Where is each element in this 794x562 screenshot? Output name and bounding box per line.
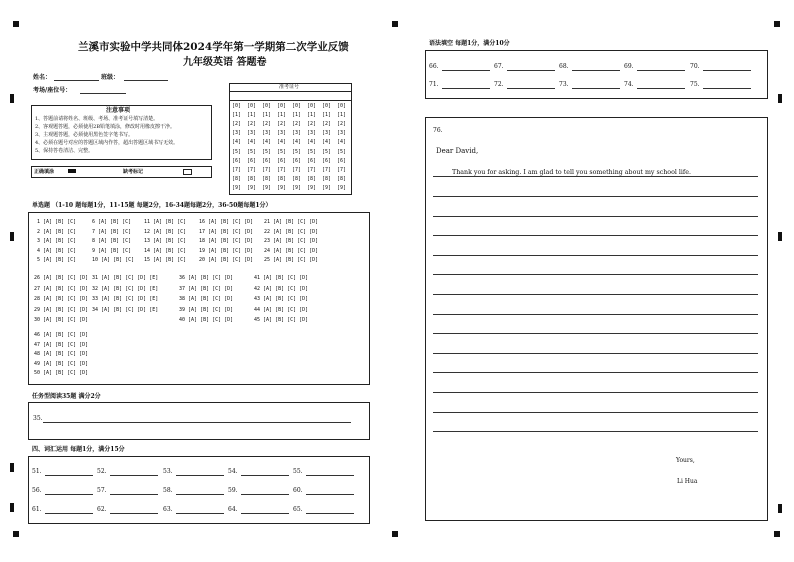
exam-id-bubble[interactable]: [6] — [337, 157, 347, 164]
choice-question[interactable]: 32 [A] [B] [C] [D] [E] — [92, 285, 159, 292]
exam-id-bubble[interactable]: [4] — [232, 139, 242, 146]
cloze-number: 72. — [494, 81, 504, 88]
name-label: 姓名： — [33, 74, 52, 81]
registration-mark — [13, 21, 19, 27]
cloze-answer-line[interactable] — [703, 88, 751, 89]
q35-number: 35. — [33, 415, 43, 422]
exam-id-bubble[interactable]: [8] — [322, 175, 332, 182]
choice-question[interactable]: 28 [A] [B] [C] [D] — [34, 296, 89, 302]
exam-id-bubble[interactable]: [3] — [292, 130, 302, 137]
vocab-number: 57. — [97, 487, 107, 494]
exam-id-bubble[interactable]: [5] — [247, 148, 257, 155]
vocab-answer-line[interactable] — [306, 475, 354, 476]
choice-question[interactable]: 6 [A] [B] [C] — [92, 219, 132, 225]
exam-id-bubble[interactable]: [1] — [262, 112, 272, 119]
vocab-answer-line[interactable] — [110, 475, 158, 476]
exam-id-bubble[interactable]: [0] — [337, 103, 347, 109]
exam-id-bubble[interactable]: [3] — [322, 130, 332, 137]
cloze-answer-line[interactable] — [572, 88, 620, 89]
timing-mark — [778, 504, 782, 513]
exam-id-bubble[interactable]: [7] — [232, 166, 242, 173]
name-field[interactable] — [54, 80, 99, 81]
single-choice-title: 单选题 （1-10 题每题1分，11-15题 每题2分，16-34题每题2分，36-50题每题1分） — [32, 202, 272, 209]
registration-mark — [392, 21, 398, 27]
exam-id-bubble[interactable]: [3] — [307, 130, 317, 137]
task-reading-title: 任务型阅读35题 满分2分 — [32, 393, 101, 400]
choice-question[interactable]: 47 [A] [B] [C] [D] — [34, 341, 89, 348]
exam-id-bubble[interactable]: [4] — [337, 139, 347, 146]
exam-id-bubble[interactable]: [7] — [337, 166, 347, 173]
exam-id-bubble[interactable]: [9] — [277, 184, 287, 191]
exam-id-bubble[interactable]: [6] — [292, 157, 302, 164]
page-subtitle: 九年级英语 答题卷 — [183, 57, 267, 68]
cloze-answer-line[interactable] — [572, 70, 620, 71]
choice-question[interactable]: 44 [A] [B] [C] [D] — [254, 306, 309, 313]
writing-line[interactable] — [433, 314, 758, 315]
writing-line[interactable] — [433, 431, 758, 432]
vocab-answer-line[interactable] — [110, 513, 158, 514]
exam-id-bubble[interactable]: [3] — [232, 130, 242, 137]
choice-question[interactable]: 7 [A] [B] [C] — [92, 228, 132, 235]
exam-id-bubble[interactable]: [4] — [262, 139, 272, 146]
vocab-number: 53. — [163, 468, 173, 475]
writing-line[interactable] — [433, 294, 758, 295]
choice-question[interactable]: 12 [A] [B] [C] — [144, 228, 187, 235]
fill-missing-label: 缺考标记 — [123, 169, 144, 175]
exam-id-bubble[interactable]: [0] — [262, 103, 272, 109]
choice-question[interactable]: 5 [A] [B] [C] — [37, 257, 77, 263]
seat-label: 考场/座位号： — [33, 87, 72, 94]
exam-id-bubble[interactable]: [2] — [292, 121, 302, 128]
cloze-answer-line[interactable] — [442, 70, 490, 71]
filled-bubble-sample — [68, 169, 76, 173]
fill-correct-label: 正确填涂 — [34, 169, 55, 175]
q35-answer-line[interactable] — [43, 422, 351, 423]
cloze-number: 70. — [690, 63, 700, 70]
exam-id-bubble[interactable]: [9] — [307, 184, 317, 191]
exam-id-bubble[interactable]: [7] — [322, 166, 332, 173]
vocab-answer-line[interactable] — [45, 494, 93, 495]
exam-id-bubble[interactable]: [8] — [307, 175, 317, 182]
exam-id-bubble[interactable]: [0] — [247, 103, 257, 109]
exam-id-bubble[interactable]: [0] — [322, 103, 332, 109]
choice-question[interactable]: 46 [A] [B] [C] [D] — [34, 332, 89, 338]
choice-question[interactable]: 29 [A] [B] [C] [D] — [34, 306, 89, 313]
notice-item: 3、主观题答题，必须使用黑色签字笔书写。 — [35, 132, 134, 138]
exam-id-bubble[interactable]: [8] — [232, 175, 242, 182]
exam-id-bubble[interactable]: [1] — [232, 112, 242, 119]
vocab-answer-line[interactable] — [45, 475, 93, 476]
timing-mark — [778, 94, 782, 103]
choice-question[interactable]: 9 [A] [B] [C] — [92, 247, 132, 254]
exam-id-bubble[interactable]: [8] — [262, 175, 272, 182]
vocab-number: 55. — [293, 468, 303, 475]
exam-id-bubble[interactable]: [2] — [232, 121, 242, 128]
writing-line[interactable] — [433, 235, 758, 236]
writing-line[interactable] — [433, 274, 758, 275]
choice-question[interactable]: 40 [A] [B] [C] [D] — [179, 317, 234, 323]
choice-question[interactable]: 3 [A] [B] [C] — [37, 238, 77, 244]
writing-line[interactable] — [433, 333, 758, 334]
exam-id-bubble[interactable]: [5] — [322, 148, 332, 155]
vocab-answer-line[interactable] — [45, 513, 93, 514]
exam-id-bubble[interactable]: [2] — [337, 121, 347, 128]
writing-line[interactable] — [433, 353, 758, 354]
exam-id-bubble[interactable]: [9] — [292, 184, 302, 191]
writing-closing: Yours, — [676, 457, 695, 464]
exam-id-input-row[interactable] — [229, 100, 352, 101]
writing-line[interactable] — [433, 412, 758, 413]
exam-id-bubble[interactable]: [7] — [307, 166, 317, 173]
task-reading-box — [28, 402, 370, 440]
absent-mark-box[interactable] — [183, 169, 192, 175]
writing-line[interactable] — [433, 216, 758, 217]
exam-id-bubble[interactable]: [0] — [232, 103, 242, 109]
vocab-number: 58. — [163, 487, 173, 494]
choice-question[interactable]: 4 [A] [B] [C] — [37, 247, 77, 254]
choice-question[interactable]: 30 [A] [B] [C] [D] — [34, 317, 89, 323]
exam-id-bubble[interactable]: [7] — [247, 166, 257, 173]
writing-box — [425, 117, 768, 521]
exam-id-bubble[interactable]: [4] — [322, 139, 332, 146]
timing-mark — [10, 463, 14, 472]
vocab-answer-line[interactable] — [306, 494, 354, 495]
notice-item: 5、保持答卷清洁、完整。 — [35, 148, 94, 154]
choice-question[interactable]: 33 [A] [B] [C] [D] [E] — [92, 296, 159, 302]
choice-question[interactable]: 36 [A] [B] [C] [D] — [179, 275, 234, 281]
choice-question[interactable]: 16 [A] [B] [C] [D] — [199, 219, 254, 225]
cloze-number: 75. — [690, 81, 700, 88]
exam-id-bubble[interactable]: [9] — [322, 184, 332, 191]
exam-id-bubble[interactable]: [0] — [292, 103, 302, 109]
exam-id-bubble[interactable]: [6] — [307, 157, 317, 164]
exam-id-bubble[interactable]: [6] — [322, 157, 332, 164]
exam-id-bubble[interactable]: [6] — [232, 157, 242, 164]
choice-question[interactable]: 49 [A] [B] [C] [D] — [34, 360, 89, 367]
exam-id-bubble[interactable]: [9] — [337, 184, 347, 191]
choice-question[interactable]: 26 [A] [B] [C] [D] — [34, 275, 89, 281]
vocab-number: 64. — [228, 506, 238, 513]
writing-greeting: Dear David, — [436, 147, 479, 155]
choice-question[interactable]: 23 [A] [B] [C] [D] — [264, 238, 319, 244]
exam-id-bubble[interactable]: [1] — [277, 112, 287, 119]
exam-id-bubble[interactable]: [1] — [322, 112, 332, 119]
cloze-number: 68. — [559, 63, 569, 70]
vocab-number: 63. — [163, 506, 173, 513]
exam-id-title-row — [229, 91, 352, 92]
exam-id-bubble[interactable]: [8] — [277, 175, 287, 182]
choice-question[interactable]: 19 [A] [B] [C] [D] — [199, 247, 254, 254]
choice-question[interactable]: 8 [A] [B] [C] — [92, 238, 132, 244]
exam-id-bubble[interactable]: [9] — [262, 184, 272, 191]
vocab-number: 62. — [97, 506, 107, 513]
exam-id-bubble[interactable]: [8] — [337, 175, 347, 182]
exam-id-bubble[interactable]: [2] — [307, 121, 317, 128]
choice-question[interactable]: 2 [A] [B] [C] — [37, 228, 77, 235]
exam-id-bubble[interactable]: [0] — [307, 103, 317, 109]
choice-question[interactable]: 43 [A] [B] [C] [D] — [254, 296, 309, 302]
choice-question[interactable]: 10 [A] [B] [C] — [92, 257, 135, 263]
vocab-answer-line[interactable] — [241, 513, 289, 514]
cloze-answer-line[interactable] — [507, 88, 555, 89]
choice-question[interactable]: 11 [A] [B] [C] — [144, 219, 187, 225]
vocab-number: 59. — [228, 487, 238, 494]
choice-question[interactable]: 45 [A] [B] [C] [D] — [254, 317, 309, 323]
cloze-answer-line[interactable] — [703, 70, 751, 71]
choice-question[interactable]: 41 [A] [B] [C] [D] — [254, 275, 309, 281]
writing-line[interactable] — [433, 372, 758, 373]
page-title: 兰溪市实验中学共同体2024学年第一学期第二次学业反馈 — [78, 41, 349, 53]
choice-question[interactable]: 14 [A] [B] [C] — [144, 247, 187, 254]
class-field[interactable] — [124, 80, 168, 81]
registration-mark — [392, 531, 398, 537]
vocab-answer-line[interactable] — [241, 494, 289, 495]
cloze-box — [425, 50, 768, 99]
choice-question[interactable]: 27 [A] [B] [C] [D] — [34, 285, 89, 292]
vocab-answer-line[interactable] — [176, 475, 224, 476]
exam-id-bubble[interactable]: [9] — [232, 184, 242, 191]
exam-id-bubble[interactable]: [1] — [307, 112, 317, 119]
exam-id-bubble[interactable]: [3] — [247, 130, 257, 137]
exam-id-bubble[interactable]: [9] — [247, 184, 257, 191]
choice-question[interactable]: 34 [A] [B] [C] [D] [E] — [92, 306, 159, 313]
writing-line[interactable] — [433, 255, 758, 256]
exam-id-bubble[interactable]: [1] — [247, 112, 257, 119]
exam-id-bubble[interactable]: [4] — [292, 139, 302, 146]
registration-mark — [13, 531, 19, 537]
vocab-number: 54. — [228, 468, 238, 475]
choice-question[interactable]: 50 [A] [B] [C] [D] — [34, 370, 89, 376]
choice-question[interactable]: 42 [A] [B] [C] [D] — [254, 285, 309, 292]
timing-mark — [10, 232, 14, 241]
exam-id-bubble[interactable]: [7] — [292, 166, 302, 173]
vocab-number: 51. — [32, 468, 42, 475]
exam-id-bubble[interactable]: [5] — [262, 148, 272, 155]
exam-id-bubble[interactable]: [6] — [262, 157, 272, 164]
vocab-number: 56. — [32, 487, 42, 494]
cloze-number: 67. — [494, 63, 504, 70]
vocab-answer-line[interactable] — [176, 494, 224, 495]
cloze-answer-line[interactable] — [637, 70, 685, 71]
notice-item: 2、客观题答题，必须使用2B铅笔填涂，修改时用橡皮擦干净。 — [35, 124, 176, 130]
cloze-number: 69. — [624, 63, 634, 70]
class-label: 班级： — [101, 74, 120, 81]
exam-id-bubble[interactable]: [0] — [277, 103, 287, 109]
writing-signature: Li Hua — [677, 478, 698, 485]
cloze-number: 74. — [624, 81, 634, 88]
writing-first-line: Thank you for asking. I am glad to tell you something about my school life. — [452, 169, 691, 176]
registration-mark — [774, 531, 780, 537]
cloze-number: 66. — [429, 63, 439, 70]
exam-id-bubble[interactable]: [8] — [247, 175, 257, 182]
choice-question[interactable]: 25 [A] [B] [C] [D] — [264, 257, 319, 263]
registration-mark — [774, 21, 780, 27]
writing-line[interactable] — [433, 392, 758, 393]
exam-id-bubble[interactable]: [4] — [277, 139, 287, 146]
exam-id-bubble[interactable]: [2] — [262, 121, 272, 128]
choice-question[interactable]: 17 [A] [B] [C] [D] — [199, 228, 254, 235]
timing-mark — [10, 94, 14, 103]
writing-number: 76. — [433, 127, 443, 134]
exam-id-bubble[interactable]: [2] — [277, 121, 287, 128]
choice-question[interactable]: 22 [A] [B] [C] [D] — [264, 228, 319, 235]
exam-id-bubble[interactable]: [3] — [262, 130, 272, 137]
vocab-answer-line[interactable] — [176, 513, 224, 514]
seat-field[interactable] — [80, 93, 126, 94]
exam-id-bubble[interactable]: [6] — [247, 157, 257, 164]
vocab-number: 52. — [97, 468, 107, 475]
choice-question[interactable]: 31 [A] [B] [C] [D] [E] — [92, 275, 159, 281]
writing-line[interactable] — [433, 196, 758, 197]
exam-id-bubble[interactable]: [5] — [277, 148, 287, 155]
cloze-number: 71. — [429, 81, 439, 88]
vocab-answer-line[interactable] — [306, 513, 354, 514]
vocab-number: 61. — [32, 506, 42, 513]
vocab-number: 60. — [293, 487, 303, 494]
choice-question[interactable]: 38 [A] [B] [C] [D] — [179, 296, 234, 302]
vocab-number: 65. — [293, 506, 303, 513]
notice-item: 4、必须在题号对应的答题区域内作答，超出答题区域书写无效。 — [35, 140, 179, 146]
choice-question[interactable]: 15 [A] [B] [C] — [144, 257, 187, 263]
exam-id-bubble[interactable]: [5] — [337, 148, 347, 155]
timing-mark — [778, 232, 782, 241]
cloze-title: 语法填空 每题1分，满分10分 — [429, 40, 510, 47]
exam-id-bubble[interactable]: [1] — [337, 112, 347, 119]
notice-item: 1、答题前请将姓名、班级、考场、准考证号填写清楚。 — [35, 116, 159, 122]
vocab-answer-line[interactable] — [110, 494, 158, 495]
exam-id-bubble[interactable]: [5] — [232, 148, 242, 155]
choice-question[interactable]: 1 [A] [B] [C] — [37, 219, 77, 225]
vocab-title: 四、词汇运用 每题1分，满分15分 — [32, 446, 125, 453]
exam-id-title: 准考证号 — [279, 84, 300, 90]
timing-mark — [10, 503, 14, 512]
cloze-number: 73. — [559, 81, 569, 88]
choice-question[interactable]: 48 [A] [B] [C] [D] — [34, 351, 89, 357]
notice-title: 注意事项 — [106, 107, 131, 114]
exam-id-bubble[interactable]: [7] — [262, 166, 272, 173]
exam-id-bubble[interactable]: [2] — [247, 121, 257, 128]
choice-question[interactable]: 39 [A] [B] [C] [D] — [179, 306, 234, 313]
choice-question[interactable]: 20 [A] [B] [C] [D] — [199, 257, 254, 263]
exam-id-bubble[interactable]: [4] — [307, 139, 317, 146]
exam-id-bubble[interactable]: [3] — [277, 130, 287, 137]
choice-question[interactable]: 21 [A] [B] [C] [D] — [264, 219, 319, 225]
exam-id-bubble[interactable]: [3] — [337, 130, 347, 137]
choice-question[interactable]: 18 [A] [B] [C] [D] — [199, 238, 254, 244]
vocab-answer-line[interactable] — [241, 475, 289, 476]
writing-line[interactable] — [433, 176, 758, 177]
cloze-answer-line[interactable] — [637, 88, 685, 89]
exam-id-bubble[interactable]: [4] — [247, 139, 257, 146]
exam-id-bubble[interactable]: [6] — [277, 157, 287, 164]
cloze-answer-line[interactable] — [507, 70, 555, 71]
exam-id-bubble[interactable]: [5] — [307, 148, 317, 155]
exam-id-bubble[interactable]: [7] — [277, 166, 287, 173]
choice-question[interactable]: 37 [A] [B] [C] [D] — [179, 285, 234, 292]
choice-question[interactable]: 24 [A] [B] [C] [D] — [264, 247, 319, 254]
cloze-answer-line[interactable] — [442, 88, 490, 89]
exam-id-bubble[interactable]: [8] — [292, 175, 302, 182]
exam-id-bubble[interactable]: [1] — [292, 112, 302, 119]
choice-question[interactable]: 13 [A] [B] [C] — [144, 238, 187, 244]
exam-id-bubble[interactable]: [2] — [322, 121, 332, 128]
exam-id-bubble[interactable]: [5] — [292, 148, 302, 155]
